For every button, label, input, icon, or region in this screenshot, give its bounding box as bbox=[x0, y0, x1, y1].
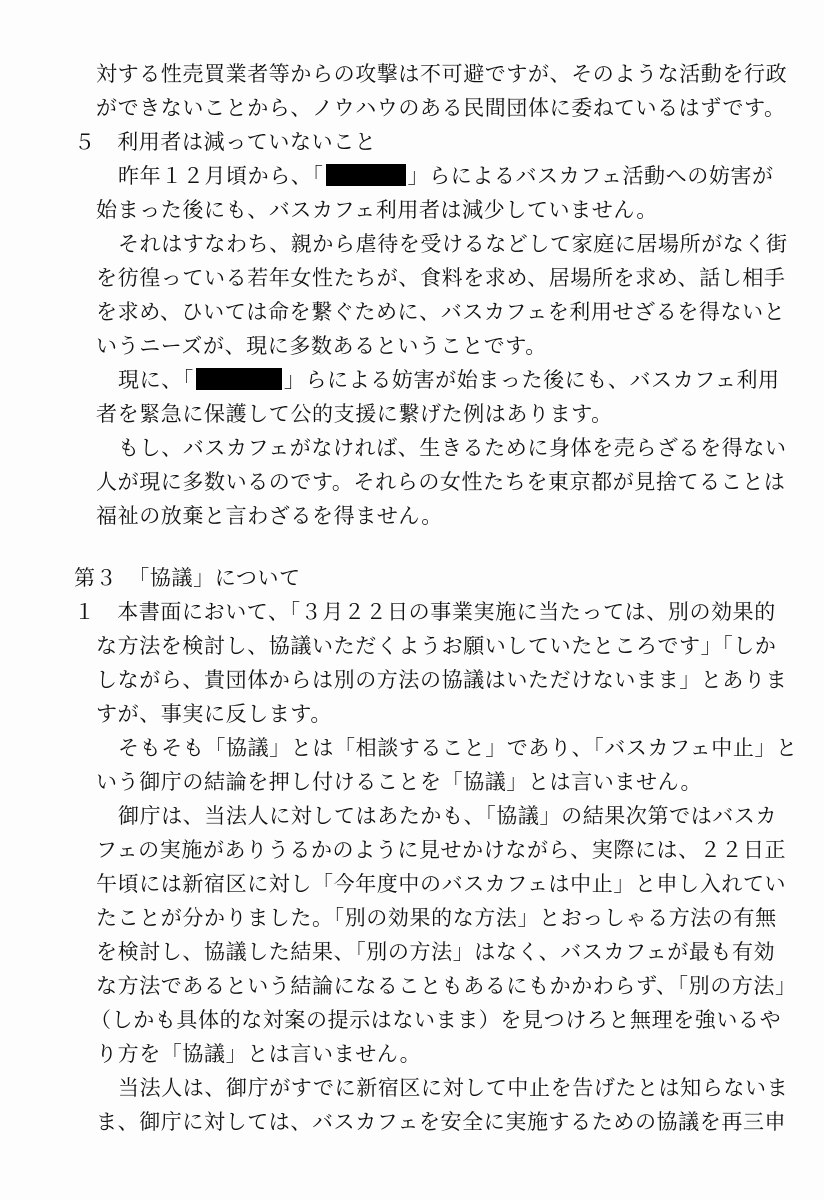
text-line: を検討し、協議した結果、「別の方法」はなく、バスカフェが最も有効 bbox=[96, 940, 776, 964]
redaction-block bbox=[196, 368, 282, 390]
text-segment: 」らによるバスカフェ活動への妨害が bbox=[407, 164, 774, 188]
text-line: を求め、ひいては命を繋ぐために、バスカフェを利用せざるを得ないと bbox=[96, 300, 786, 324]
text-line: 福祉の放棄と言わざるを得ません。 bbox=[96, 504, 443, 528]
text-line: ができないことから、ノウハウのある民間団体に委ねているはずです。 bbox=[96, 96, 786, 120]
text-line: もし、バスカフェがなければ、生きるために身体を売らざるを得ない bbox=[118, 436, 787, 460]
text-line: 当法人は、御庁がすでに新宿区に対して中止を告げたとは知らないま bbox=[118, 1076, 789, 1100]
text-line: いうニーズが、現に多数あるということです。 bbox=[96, 334, 547, 358]
text-line: 始まった後にも、バスカフェ利用者は減少していません。 bbox=[96, 198, 658, 222]
text-line: 午頃には新宿区に対し「今年度中のバスカフェは中止」と申し入れてい bbox=[96, 872, 787, 896]
text-line bbox=[118, 364, 780, 396]
text-line: を彷徨っている若年女性たちが、食料を求め、居場所を求め、話し相手 bbox=[96, 266, 786, 290]
text-line: な方法を検討し、協議いただくようお願いしていたところです」「しか bbox=[96, 634, 777, 658]
text-line: いう御庁の結論を押し付けることを「協議」とは言いません。 bbox=[96, 770, 703, 794]
text-line: 人が現に多数いるのです。それらの女性たちを東京都が見捨てることは bbox=[96, 470, 786, 494]
text-line: たことが分かりました。「別の効果的な方法」とおっしゃる方法の有無 bbox=[96, 906, 777, 930]
text-line: ま、御庁に対しては、バスカフェを安全に実施するための協議を再三申 bbox=[96, 1110, 787, 1134]
text-line: フェの実施がありうるかのように見せかけながら、実際には、２２日正 bbox=[96, 838, 787, 862]
text-line: 対する性売買業者等からの攻撃は不可避ですが、そのような活動を行政 bbox=[96, 62, 788, 86]
text-line: （しかも具体的な対案の提示はないまま）を見つけろと無理を強いるや bbox=[90, 1008, 782, 1032]
text-segment: 昨年１２月頃から、「 bbox=[118, 164, 324, 188]
text-line: 御庁は、当法人に対してはあたかも、「協議」の結果次第ではバスカ bbox=[118, 804, 778, 828]
text-line: り方を「協議」とは言いません。 bbox=[96, 1042, 422, 1066]
text-line: １ 本書面において、「３月２２日の事業実施に当たっては、別の効果的 bbox=[74, 600, 776, 624]
text-segment: 現に、「 bbox=[118, 368, 194, 392]
section-heading: ５ 利用者は減っていないこと bbox=[74, 130, 377, 154]
redaction-block bbox=[326, 164, 406, 186]
text-line: しながら、貴団体からは別の方法の協議はいただけないまま」とありま bbox=[96, 668, 788, 692]
text-line bbox=[118, 160, 774, 192]
text-segment: 」らによる妨害が始まった後にも、バスカフェ利用 bbox=[283, 368, 780, 392]
text-line: な方法であるという結論になることもあるにもかかわらず、「別の方法」 bbox=[96, 974, 797, 998]
text-line: それはすなわち、親から虐待を受けるなどして家庭に居場所がなく街 bbox=[118, 232, 788, 256]
text-line: すが、事実に反します。 bbox=[96, 702, 332, 726]
chapter-heading: 第３ 「協議」について bbox=[74, 566, 301, 590]
text-line: 者を緊急に保護して公的支援に繋げた例はあります。 bbox=[96, 402, 613, 426]
text-line: そもそも「協議」とは「相談すること」であり、「バスカフェ中止」と bbox=[118, 736, 798, 760]
